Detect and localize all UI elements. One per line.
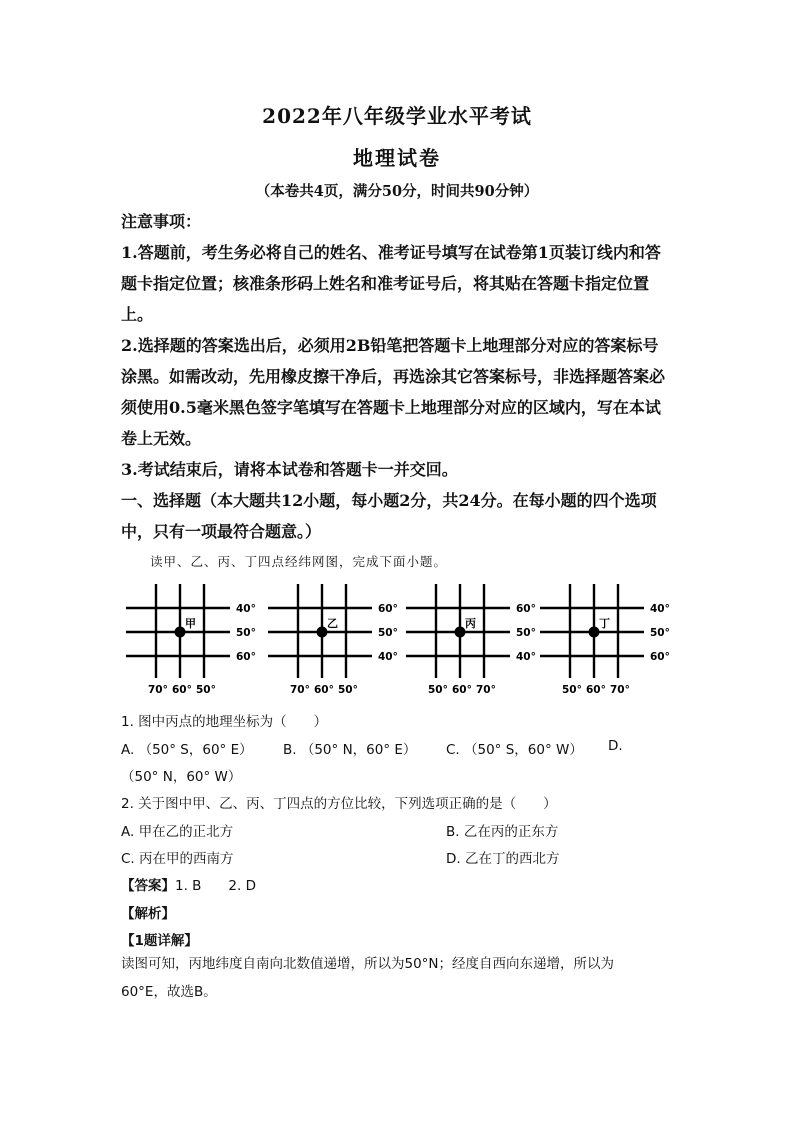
q2-option-c: C. 丙在甲的西南方 (121, 851, 234, 867)
answer-line (121, 874, 256, 894)
q2-option-d: D. 乙在丁的西北方 (446, 851, 560, 867)
longitude-label: 70° (148, 684, 168, 696)
q1-option-d: D. (608, 738, 623, 754)
point-label: 丙 (465, 617, 476, 630)
detail-1-tag (121, 929, 198, 949)
point-label: 乙 (327, 617, 338, 630)
grid-4 (540, 584, 670, 696)
q1-option-b: B. （50° N，60° E） (283, 742, 417, 758)
longitude-label: 60° (314, 684, 334, 696)
note-2-line-4: 卷上无效。 (121, 429, 202, 448)
latitude-label: 40° (378, 651, 398, 663)
grid-2 (268, 584, 398, 696)
answer-tag: 【答案】 (121, 878, 175, 894)
lat-lon-grid-figure (118, 578, 678, 698)
q1-option-d-value: （50° N，60° W） (121, 769, 242, 785)
longitude-label: 70° (290, 684, 310, 696)
detail-1-body (121, 950, 681, 1006)
notes-heading: 注意事项： (121, 212, 202, 231)
q2-option-a: A. 甲在乙的正北方 (121, 824, 234, 840)
q2-stem: 2. 关于图中甲、乙、丙、丁四点的方位比较，下列选项正确的是（ ） (121, 796, 557, 812)
note-1-line-1: 1.答题前，考生务必将自己的姓名、准考证号填写在试卷第1页装订线内和答 (121, 243, 661, 262)
answer-text: 1. B 2. D (175, 878, 256, 894)
location-point (589, 627, 600, 638)
latitude-label: 40° (650, 603, 670, 615)
latitude-label: 50° (650, 627, 670, 639)
note-2-line-1: 2.选择题的答案选出后，必须用2B铅笔把答题卡上地理部分对应的答案标号 (121, 336, 659, 355)
latitude-label: 60° (650, 651, 670, 663)
latitude-label: 60° (236, 651, 256, 663)
question-hint: 读甲、乙、丙、丁四点经纬网图，完成下面小题。 (150, 554, 448, 569)
latitude-label: 40° (236, 603, 256, 615)
detail-1-line-1: 读图可知，丙地纬度自南向北数值递增，所以为50°N；经度自西向东递增，所以为 (121, 956, 615, 972)
longitude-label: 60° (172, 684, 192, 696)
section-1-line-2: 中，只有一项最符合题意。） (121, 522, 322, 541)
latitude-label: 60° (378, 603, 398, 615)
note-3: 3.考试结束后，请将本试卷和答题卡一并交回。 (121, 460, 458, 479)
longitude-label: 50° (428, 684, 448, 696)
section-1-line-1: 一、选择题（本大题共12小题，每小题2分，共24分。在每小题的四个选项 (121, 491, 657, 510)
note-2-line-2: 涂黑。如需改动，先用橡皮擦干净后，再选涂其它答案标号，非选择题答案必 (121, 367, 666, 386)
analysis-tag (121, 902, 175, 922)
q1-option-c: C. （50° S，60° W） (446, 742, 583, 758)
exam-info: （本卷共4页，满分50分，时间共90分钟） (255, 183, 539, 200)
grid-3 (406, 584, 536, 696)
location-point (175, 627, 186, 638)
subject-title: 地理试卷 (353, 146, 441, 170)
grid-1 (126, 584, 256, 696)
location-point (317, 627, 328, 638)
longitude-label: 70° (610, 684, 630, 696)
q1-option-a: A. （50° S，60° E） (121, 742, 253, 758)
location-point (455, 627, 466, 638)
longitude-label: 60° (586, 684, 606, 696)
latitude-label: 40° (516, 651, 536, 663)
latitude-label: 50° (516, 627, 536, 639)
longitude-label: 50° (338, 684, 358, 696)
notes-block (121, 206, 676, 547)
q1-stem: 1. 图中丙点的地理坐标为（ ） (121, 714, 328, 730)
exam-title: 2022年八年级学业水平考试 (262, 104, 532, 128)
longitude-label: 60° (452, 684, 472, 696)
longitude-label: 50° (196, 684, 216, 696)
analysis-tag-text: 【解析】 (121, 906, 175, 922)
note-2-line-3: 须使用0.5毫米黑色签字笔填写在答题卡上地理部分对应的区域内，写在本试 (121, 398, 661, 417)
point-label: 丁 (599, 617, 610, 630)
latitude-label: 60° (516, 603, 536, 615)
latitude-label: 50° (236, 627, 256, 639)
detail-1-line-2: 60°E，故选B。 (121, 984, 217, 1000)
longitude-label: 50° (562, 684, 582, 696)
detail-1-tag-text: 【1题详解】 (121, 933, 198, 949)
note-1-line-3: 上。 (121, 305, 154, 324)
latitude-label: 50° (378, 627, 398, 639)
q2-option-b: B. 乙在丙的正东方 (446, 824, 559, 840)
note-1-line-2: 题卡指定位置；核准条形码上姓名和准考证号后，将其贴在答题卡指定位置 (121, 274, 650, 293)
point-label: 甲 (185, 617, 196, 630)
longitude-label: 70° (476, 684, 496, 696)
